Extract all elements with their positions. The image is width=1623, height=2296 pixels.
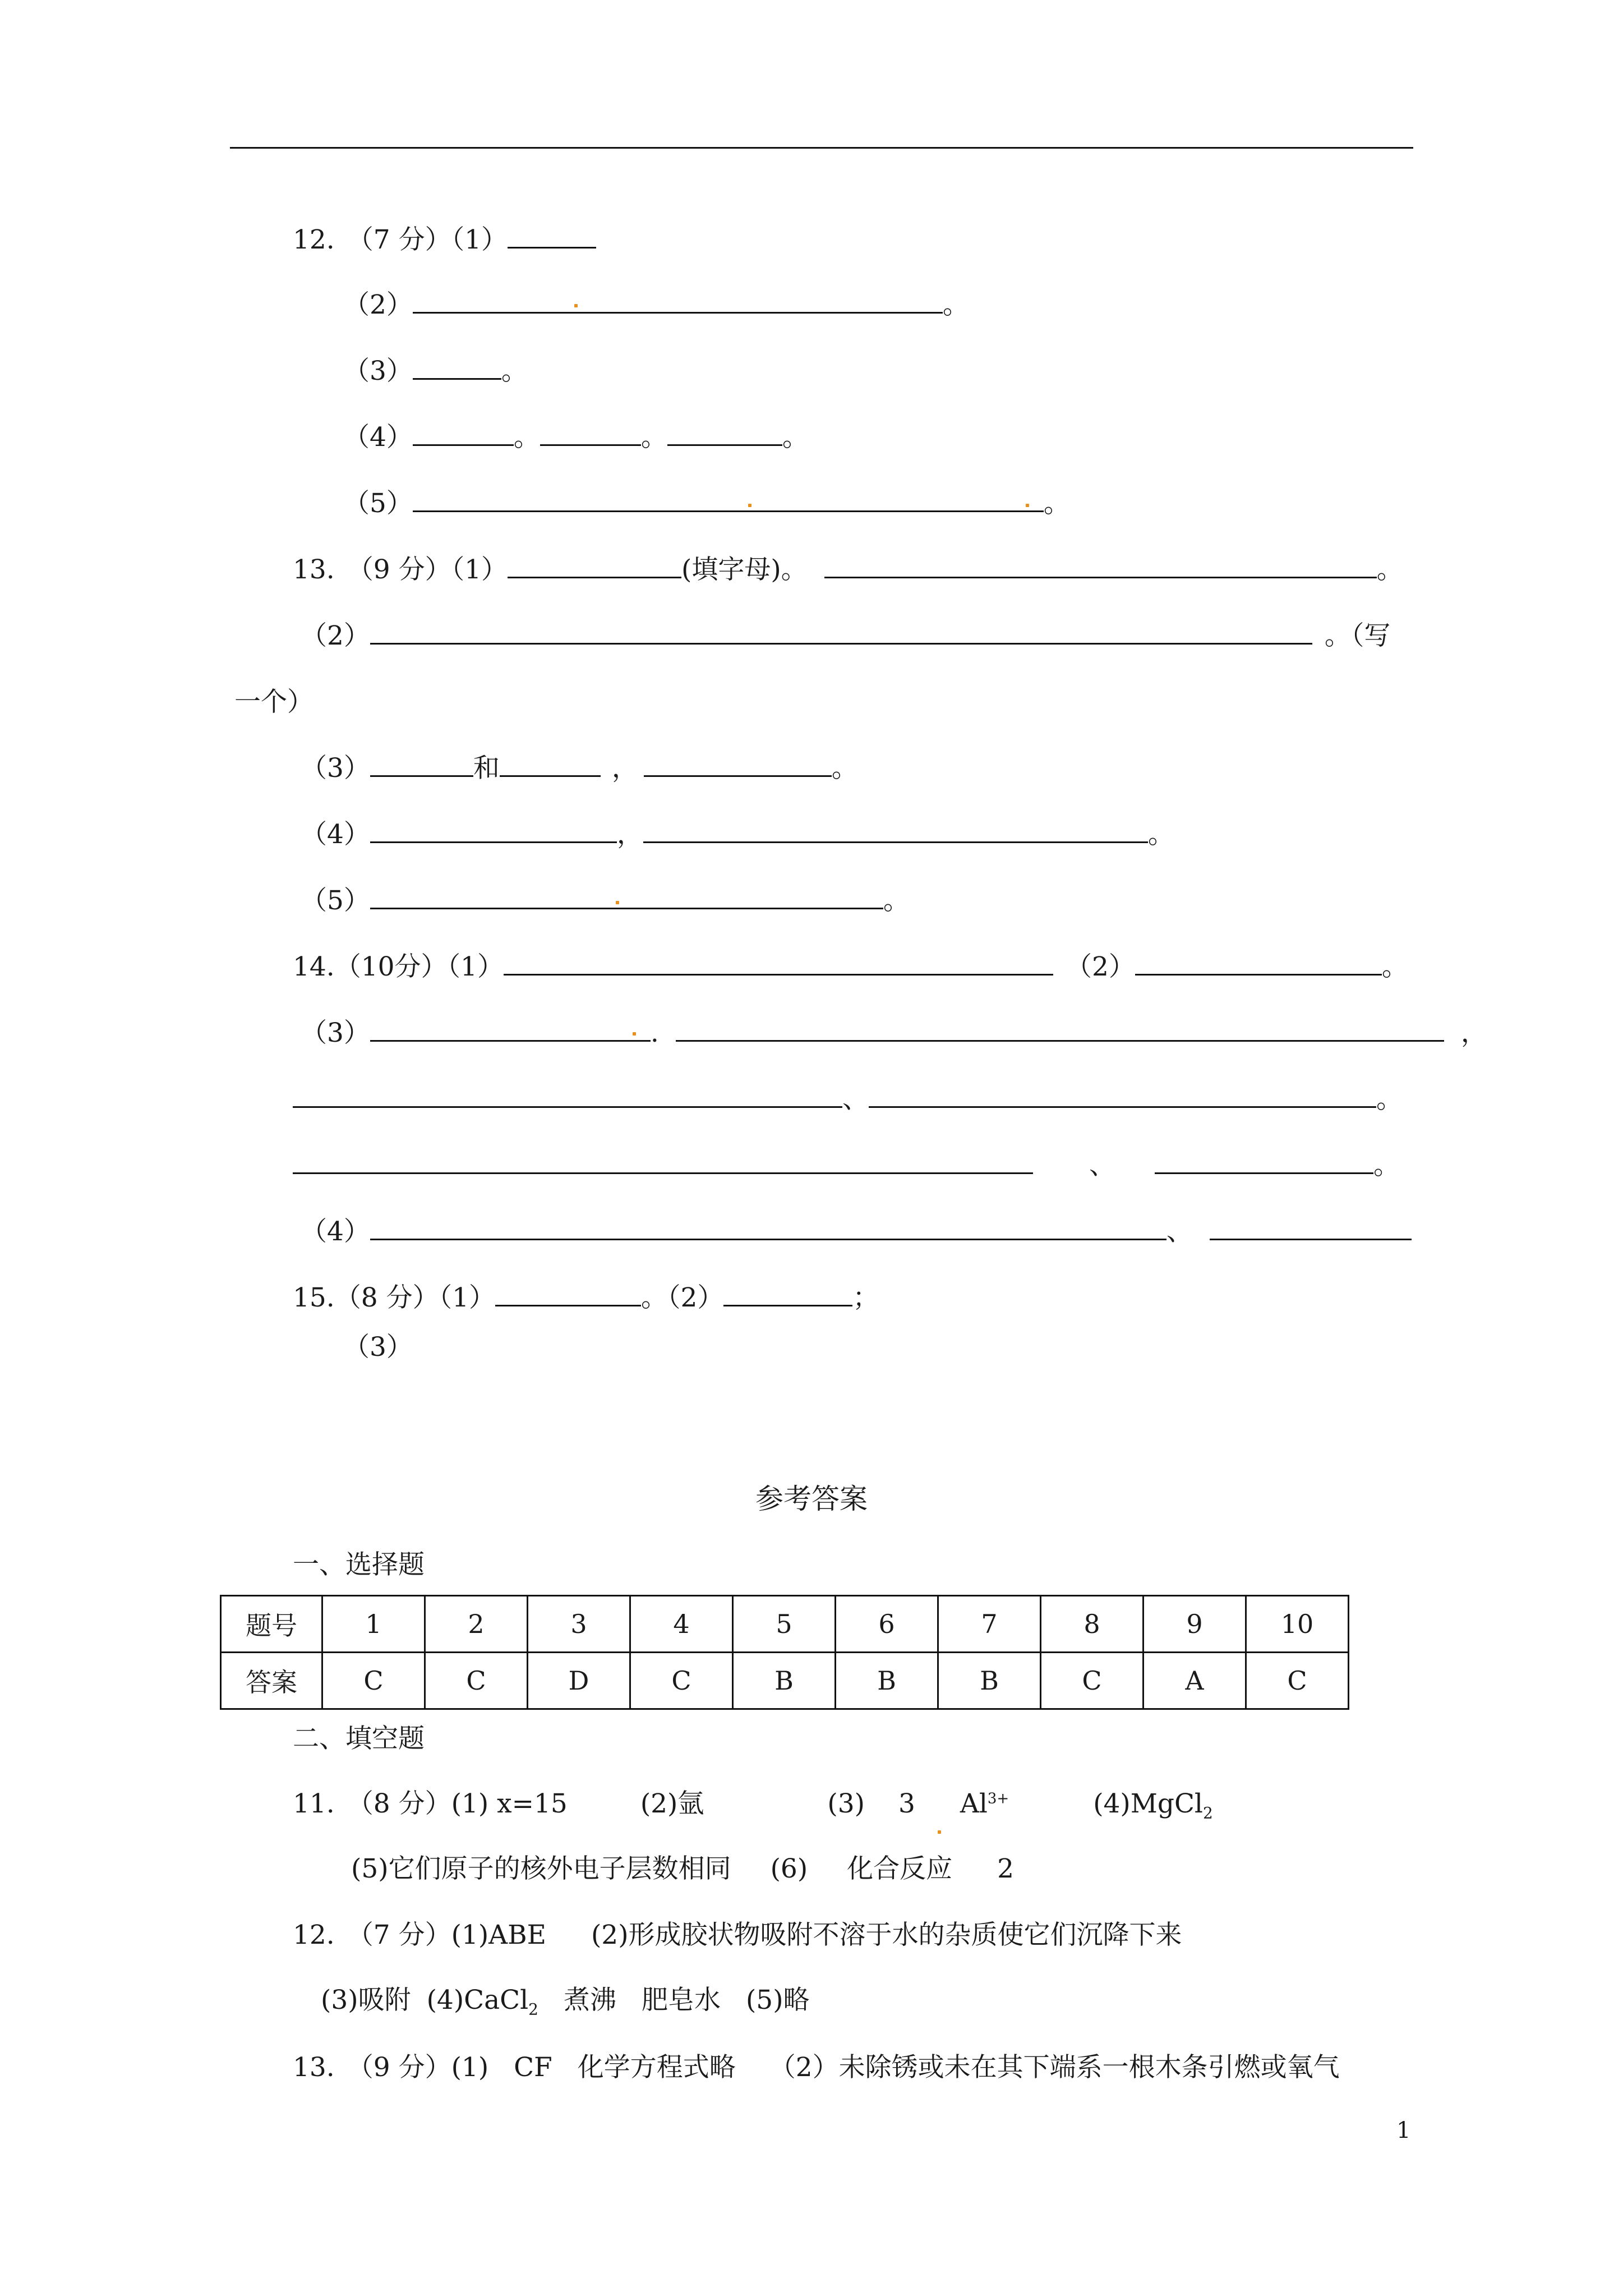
q15-line-1: 15.（8 分）（1） 。（2） ； xyxy=(293,1282,879,1313)
q14-line-2: （3） . ， xyxy=(301,1018,1487,1048)
table-cell: C xyxy=(322,1653,425,1709)
table-cell: C xyxy=(425,1653,528,1709)
table-cell: C xyxy=(1246,1653,1349,1709)
table-header-cell: 题号 xyxy=(221,1596,322,1653)
answer-11-line-1: 11. （8 分）(1) x=15 (2)氩 (3) 3 $Al^{3+}$ (4)MgCl$_2$ xyxy=(293,1787,1213,1821)
table-cell: D xyxy=(528,1653,630,1709)
q14-line-3: 、 。 xyxy=(293,1083,1403,1116)
answer-blank[interactable] xyxy=(676,1018,1444,1042)
answer-blank[interactable] xyxy=(413,422,514,446)
table-cell: B xyxy=(836,1653,938,1709)
table-cell: 1 xyxy=(322,1596,425,1653)
q13-line-3: （3） 和 ， 。 xyxy=(301,753,858,784)
answer-blank[interactable] xyxy=(508,554,681,578)
q12-line-2: （2） 。 xyxy=(343,289,969,320)
q14-line-5: （4） 、 xyxy=(301,1215,1412,1249)
q13-line-2: （2） 。（写 xyxy=(301,620,1391,651)
answer-table xyxy=(220,1595,1349,1710)
q14-line-1: 14.（10分）（1） （2） 。 xyxy=(293,951,1408,982)
answer-blank[interactable] xyxy=(370,1018,651,1042)
answer-blank[interactable] xyxy=(723,1282,852,1306)
answer-12-line-2: (3)吸附 (4)CaCl$_2$ 煮沸 肥皂水 (5)略 xyxy=(321,1985,810,2019)
answer-blank[interactable] xyxy=(644,753,832,777)
q13-line-2-cont: 一个） xyxy=(234,687,313,717)
answer-blank[interactable] xyxy=(1155,1150,1373,1174)
answer-blank[interactable] xyxy=(413,488,1044,512)
answer-blank[interactable] xyxy=(370,620,1312,645)
table-cell: 7 xyxy=(938,1596,1041,1653)
answers-title: 参考答案 xyxy=(755,1483,868,1515)
answer-blank[interactable] xyxy=(293,1150,1033,1174)
answer-blank[interactable] xyxy=(495,1282,641,1306)
q15-line-2: （3） xyxy=(343,1332,413,1363)
answer-blank[interactable] xyxy=(370,885,883,909)
answer-blank[interactable] xyxy=(413,356,501,380)
q13-line-4: （4） ， 。 xyxy=(301,819,1174,850)
table-row xyxy=(221,1596,1349,1653)
q14-line-4: 、 。 xyxy=(293,1149,1400,1182)
answer-blank[interactable] xyxy=(504,951,1053,976)
table-cell: 5 xyxy=(733,1596,836,1653)
answer-blank[interactable] xyxy=(500,753,601,777)
table-cell: C xyxy=(1041,1653,1144,1709)
answer-blank[interactable] xyxy=(508,224,596,249)
table-cell: 9 xyxy=(1144,1596,1246,1653)
answer-blank[interactable] xyxy=(293,1084,842,1108)
table-cell: 6 xyxy=(836,1596,938,1653)
q12-line-4: （4） 。 。 。 xyxy=(343,422,809,453)
q12-line-5: （5） 。 xyxy=(343,488,1070,519)
table-cell: 8 xyxy=(1041,1596,1144,1653)
table-cell: 4 xyxy=(630,1596,733,1653)
answer-blank[interactable] xyxy=(540,422,641,446)
answer-blank[interactable] xyxy=(1210,1216,1412,1240)
answer-12-line-1: 12. （7 分）(1)ABE (2)形成胶状物吸附不溶于水的杂质使它们沉降下来 xyxy=(293,1920,1182,1950)
table-cell: B xyxy=(733,1653,836,1709)
table-cell: 2 xyxy=(425,1596,528,1653)
table-cell: 10 xyxy=(1246,1596,1349,1653)
answer-blank[interactable] xyxy=(370,819,617,843)
answer-blank[interactable] xyxy=(413,289,943,314)
answer-13-line-1: 13. （9 分）(1) CF 化学方程式略 （2）未除锈或未在其下端系一根木条引燃或氧气 xyxy=(293,2052,1340,2083)
table-row xyxy=(221,1653,1349,1709)
answer-blank[interactable] xyxy=(1135,951,1382,976)
answer-blank[interactable] xyxy=(643,819,1148,843)
table-cell: B xyxy=(938,1653,1041,1709)
answer-blank[interactable] xyxy=(869,1084,1376,1108)
q13-line-1: 13. （9 分）（1） (填字母)。 。 xyxy=(293,554,1403,585)
section-multiple-choice: 一、选择题 xyxy=(293,1549,425,1580)
answer-11-line-2: (5)它们原子的核外电子层数相同 (6) 化合反应 2 xyxy=(351,1853,1015,1884)
table-cell: A xyxy=(1144,1653,1246,1709)
page-number: 1 xyxy=(1396,2118,1411,2143)
section-fill-in: 二、填空题 xyxy=(293,1723,425,1754)
table-cell: C xyxy=(630,1653,733,1709)
q13-line-5: （5） 。 xyxy=(301,885,910,916)
header-rule xyxy=(230,147,1413,149)
q12-line-3: （3） 。 xyxy=(343,356,528,386)
table-header-cell: 答案 xyxy=(221,1653,322,1709)
q12-line-1: 12. （7 分）（1） xyxy=(293,223,596,257)
answer-blank[interactable] xyxy=(667,422,782,446)
answer-blank[interactable] xyxy=(370,753,473,777)
answer-blank[interactable] xyxy=(370,1216,1166,1240)
answer-blank[interactable] xyxy=(824,554,1377,578)
table-cell: 3 xyxy=(528,1596,630,1653)
